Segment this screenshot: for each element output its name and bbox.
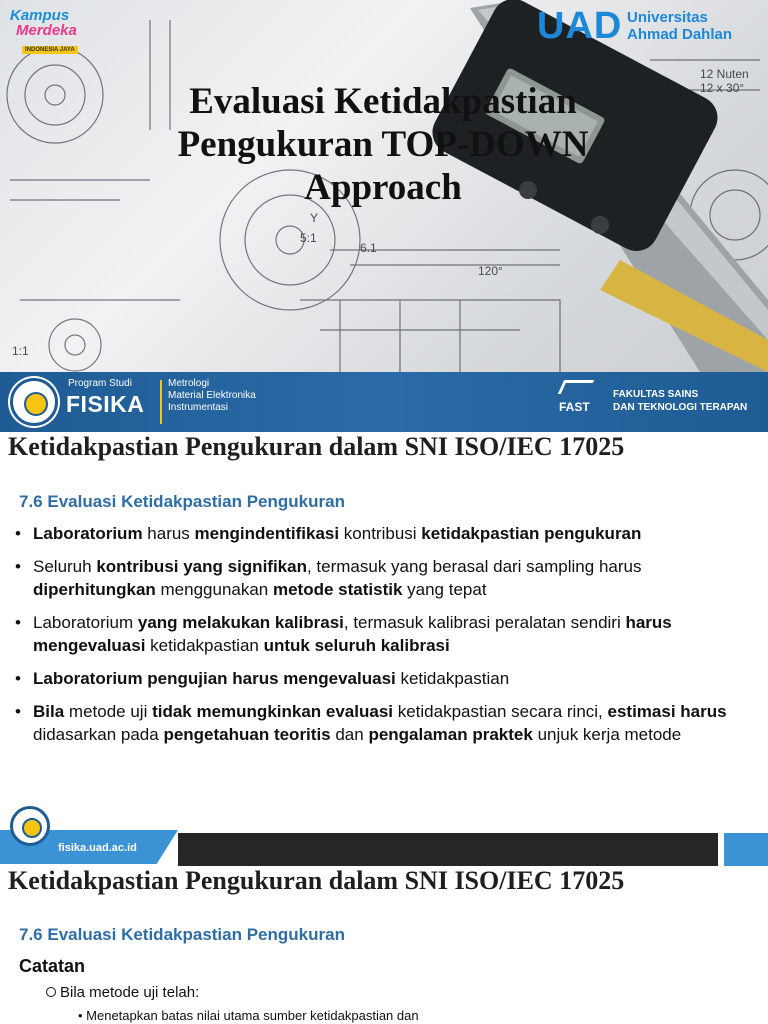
bullet-item xyxy=(15,611,763,657)
bullet-bold-text: pengetahuan teoritis xyxy=(163,725,331,744)
banner-divider xyxy=(160,380,162,424)
slide3-title: Ketidakpastian Pengukuran dalam SNI ISO/IEC 17025 xyxy=(8,866,625,895)
kampus-logo-tag: INDONESIA JAYA xyxy=(22,46,78,54)
bullet-bold-text: tidak memungkinkan evaluasi xyxy=(152,702,393,721)
slide3-section-heading: 7.6 Evaluasi Ketidakpastian Pengukuran xyxy=(19,925,345,944)
bullet-bold-text: yang melakukan kalibrasi xyxy=(137,613,344,632)
bullet-bold-text: Laboratorium pengujian harus mengevaluasi xyxy=(33,669,396,688)
program-field: Material Elektronika xyxy=(168,390,256,401)
bullet-dot-icon: • xyxy=(15,613,21,632)
bullet-text: metode uji xyxy=(64,702,153,721)
bullet-text: menggunakan xyxy=(155,580,273,599)
svg-text:12 Nuten: 12 Nuten xyxy=(700,67,749,81)
bullet-text: didasarkan pada xyxy=(33,725,164,744)
kampus-logo-line2: Merdeka xyxy=(16,22,77,39)
catatan-label: Catatan xyxy=(19,956,86,976)
svg-text:Y: Y xyxy=(310,211,319,225)
uad-logo-mark: UAD xyxy=(537,5,623,47)
bullet-text: Laboratorium xyxy=(33,613,138,632)
bullet-text: dan xyxy=(330,725,369,744)
bullet-bold-text: pengalaman praktek xyxy=(368,725,533,744)
uad-name-line1: Universitas xyxy=(627,9,708,26)
bullet-bold-text: estimasi harus xyxy=(607,702,727,721)
faculty-line1: FAKULTAS SAINS xyxy=(613,389,699,400)
bullet-text: ketidakpastian xyxy=(395,669,510,688)
bullet-text: yang tepat xyxy=(402,580,487,599)
faculty-name xyxy=(613,388,747,414)
footer-website-link[interactable]: fisika.uad.ac.id xyxy=(58,842,137,854)
bullet-item xyxy=(15,555,763,601)
bullet-text: ketidakpastian xyxy=(145,636,264,655)
svg-text:6.1: 6.1 xyxy=(360,241,377,255)
bullet-dot-icon: • xyxy=(15,557,21,576)
bullet-bold-text: untuk seluruh kalibrasi xyxy=(263,636,450,655)
footer-dark-bar xyxy=(178,833,718,866)
fast-label: FAST xyxy=(559,400,590,414)
faculty-line2: DAN TEKNOLOGI TERAPAN xyxy=(613,402,748,413)
uad-logo xyxy=(537,5,767,47)
bullet-bold-text: metode statistik xyxy=(272,580,403,599)
bullet-dot-icon: • xyxy=(15,524,21,543)
bullet-bold-text: Bila xyxy=(33,702,65,721)
program-field: Instrumentasi xyxy=(168,402,229,413)
bullet-bold-text: kontribusi yang signifikan xyxy=(96,557,307,576)
bullet-text: unjuk kerja metode xyxy=(532,725,682,744)
bullet-item xyxy=(15,700,763,746)
slide-footer xyxy=(0,800,768,866)
bullet-item xyxy=(15,667,763,690)
bullet-bold-text: ketidakpastian pengukuran xyxy=(421,524,642,543)
bullet-text: , termasuk yang berasal dari sampling harus xyxy=(306,557,642,576)
presentation-title: Evaluasi Ketidakpastian Pengukuran TOP-DOWN Approach xyxy=(177,81,589,208)
svg-text:5:1: 5:1 xyxy=(300,231,317,245)
fast-roof-icon xyxy=(558,380,595,394)
program-banner xyxy=(0,372,768,432)
fast-logo xyxy=(557,378,597,426)
bullet-bold-text: Laboratorium xyxy=(33,524,143,543)
sub-bullet-level1-text: Bila metode uji telah: xyxy=(60,984,200,1001)
title-slide xyxy=(0,0,768,432)
uad-name-line2: Ahmad Dahlan xyxy=(627,26,733,43)
sub-bullet-level1 xyxy=(46,984,199,1001)
bullet-dot-icon: • xyxy=(15,702,21,721)
bullet-bold-text: mengindentifikasi xyxy=(194,524,340,543)
svg-text:12 x 30°: 12 x 30° xyxy=(700,81,745,95)
bullet-item xyxy=(15,522,763,545)
sub-bullet-level2: • Menetapkan batas nilai utama sumber ketidakpastian dan xyxy=(78,1008,419,1023)
svg-text:1:1: 1:1 xyxy=(12,344,29,358)
ring-bullet-icon xyxy=(46,987,56,997)
bullet-bold-text: harus mengevaluasi xyxy=(33,613,672,655)
kampus-logo-line1: Kampus xyxy=(10,7,70,24)
program-field: Metrologi xyxy=(168,378,210,389)
bullet-dot-icon: • xyxy=(15,669,21,688)
program-name: FISIKA xyxy=(66,391,145,417)
bullet-text: kontribusi xyxy=(339,524,422,543)
slide2-title: Ketidakpastian Pengukuran dalam SNI ISO/IEC 17025 xyxy=(8,432,625,461)
bullet-text: harus xyxy=(142,524,195,543)
slide2-section-heading: 7.6 Evaluasi Ketidakpastian Pengukuran xyxy=(19,492,345,511)
footer-seal-icon xyxy=(10,806,50,846)
bullet-list xyxy=(15,522,763,756)
footer-right-block xyxy=(724,833,768,866)
program-fields xyxy=(168,378,256,414)
svg-text:120°: 120° xyxy=(478,264,503,278)
program-label: Program Studi xyxy=(68,378,132,389)
bullet-bold-text: diperhitungkan xyxy=(33,580,156,599)
bullet-text: Seluruh xyxy=(33,557,97,576)
university-seal-icon xyxy=(10,378,58,426)
bullet-text: , termasuk kalibrasi peralatan sendiri xyxy=(343,613,626,632)
bullet-text: ketidakpastian secara rinci, xyxy=(393,702,608,721)
uad-logo-name xyxy=(627,9,732,43)
kampus-merdeka-logo xyxy=(10,8,92,54)
